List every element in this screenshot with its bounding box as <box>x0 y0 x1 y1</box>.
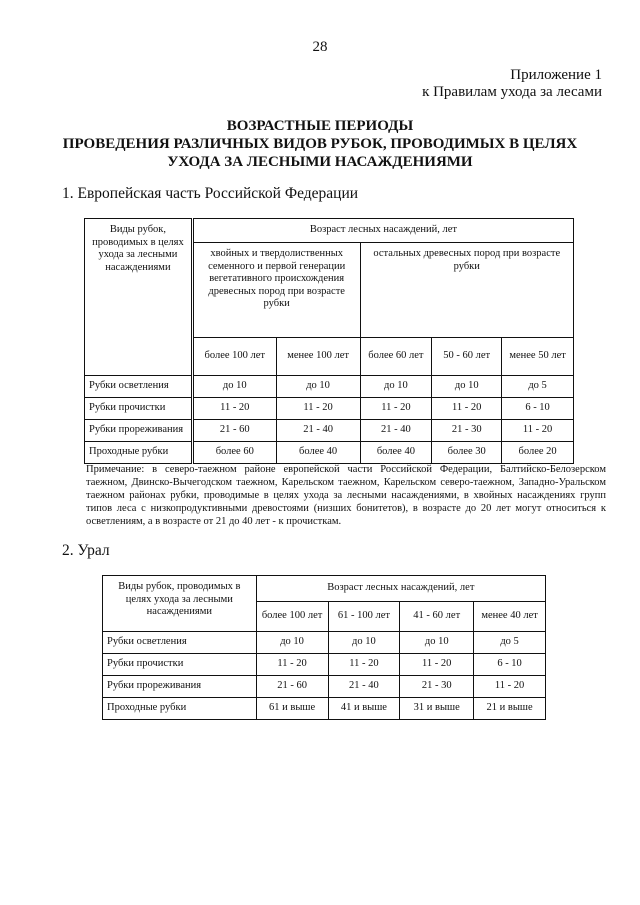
row-name: Рубки прочистки <box>103 654 257 676</box>
cell: 21 - 40 <box>328 676 400 698</box>
column-header: 61 - 100 лет <box>328 602 400 632</box>
cell: 21 и выше <box>474 698 546 720</box>
table-row <box>85 376 574 398</box>
appendix-line-1: Приложение 1 <box>510 67 602 83</box>
table-row <box>103 676 546 698</box>
cell: 61 и выше <box>256 698 328 720</box>
cell: 6 - 10 <box>502 398 574 420</box>
title-line-2: ПРОВЕДЕНИЯ РАЗЛИЧНЫХ ВИДОВ РУБОК, ПРОВОДИМЫХ В ЦЕЛЯХ <box>62 136 578 152</box>
page-number: 28 <box>312 39 328 55</box>
cell: 41 и выше <box>328 698 400 720</box>
cell: 11 - 20 <box>432 398 502 420</box>
cell: более 20 <box>502 442 574 464</box>
title-line-1: ВОЗРАСТНЫЕ ПЕРИОДЫ <box>226 118 414 134</box>
appendix-line-2: к Правилам ухода за лесами <box>422 84 602 100</box>
cell: 11 - 20 <box>400 654 474 676</box>
cell: 11 - 20 <box>276 398 360 420</box>
age-header-cell: Возраст лесных насаждений, лет <box>256 576 545 602</box>
cell: до 5 <box>502 376 574 398</box>
table-row <box>103 632 546 654</box>
section-2-heading: 2. Урал <box>62 542 110 559</box>
cell: более 60 <box>192 442 276 464</box>
column-header: менее 100 лет <box>276 338 360 376</box>
column-header: 50 - 60 лет <box>432 338 502 376</box>
cell: 11 - 20 <box>328 654 400 676</box>
cell: до 10 <box>276 376 360 398</box>
row-name: Рубки осветления <box>103 632 257 654</box>
row-name: Рубки прореживания <box>85 420 193 442</box>
column-header: более 100 лет <box>256 602 328 632</box>
cell: до 10 <box>328 632 400 654</box>
row-name: Проходные рубки <box>85 442 193 464</box>
section-1-heading: 1. Европейская часть Российской Федерации <box>62 185 359 202</box>
cell: до 10 <box>360 376 432 398</box>
group-other-header: остальных древесных пород при возрасте рубки <box>360 243 574 338</box>
cell: до 10 <box>400 632 474 654</box>
cell: более 40 <box>360 442 432 464</box>
column-header: менее 50 лет <box>502 338 574 376</box>
group-conifer-header: хвойных и твердолиственных семенного и первой генерации вегетативного происхождения древесных пород при возрасте рубки <box>192 243 360 338</box>
cell: 21 - 30 <box>432 420 502 442</box>
age-header-cell: Возраст лесных насаждений, лет <box>192 219 573 243</box>
cell: до 10 <box>256 632 328 654</box>
cell: 21 - 60 <box>192 420 276 442</box>
cell: более 30 <box>432 442 502 464</box>
cell: 21 - 40 <box>360 420 432 442</box>
row-name: Рубки прореживания <box>103 676 257 698</box>
cell: 31 и выше <box>400 698 474 720</box>
table-row <box>85 442 574 464</box>
column-header: более 100 лет <box>192 338 276 376</box>
cell: до 10 <box>432 376 502 398</box>
row-name: Проходные рубки <box>103 698 257 720</box>
row-header-cell: Виды рубок, проводимых в целях ухода за лесными насаждениями <box>103 576 257 632</box>
cell: 6 - 10 <box>474 654 546 676</box>
cell: 11 - 20 <box>192 398 276 420</box>
column-header: менее 40 лет <box>474 602 546 632</box>
cell: более 40 <box>276 442 360 464</box>
table-row <box>103 654 546 676</box>
row-header-cell: Виды рубок, проводимых в целях ухода за лесными насаждениями <box>85 219 193 376</box>
note-text: Примечание: в северо-таежном районе европейской части Российской Федерации, Балтийско-Белозерском таежном, Двинско-Вычегодском таежном, Карельском таежном, Карельском северо-таежном, Западно-Уральском таежном районах рубки, проводимые в целях ухода за лесными насаждениями, в хвойных насаждениях групп типов леса с низкопродуктивными древостоями (низших бонитетов), в возрасте до 20 лет могут относиться к осветлениям, а в возрасте от 21 до 40 лет - к прочисткам. <box>86 464 606 527</box>
column-header: более 60 лет <box>360 338 432 376</box>
cell: 11 - 20 <box>360 398 432 420</box>
cell: 11 - 20 <box>502 420 574 442</box>
cell: 21 - 60 <box>256 676 328 698</box>
cell: до 10 <box>192 376 276 398</box>
table-row <box>103 698 546 720</box>
column-header: 41 - 60 лет <box>400 602 474 632</box>
cell: до 5 <box>474 632 546 654</box>
row-name: Рубки прочистки <box>85 398 193 420</box>
row-name: Рубки осветления <box>85 376 193 398</box>
cell: 11 - 20 <box>474 676 546 698</box>
table-row <box>85 398 574 420</box>
table-row <box>85 420 574 442</box>
cell: 11 - 20 <box>256 654 328 676</box>
cell: 21 - 40 <box>276 420 360 442</box>
table-ural <box>102 575 546 720</box>
cell: 21 - 30 <box>400 676 474 698</box>
table-europe <box>84 218 574 464</box>
title-line-3: УХОДА ЗА ЛЕСНЫМИ НАСАЖДЕНИЯМИ <box>167 154 473 170</box>
